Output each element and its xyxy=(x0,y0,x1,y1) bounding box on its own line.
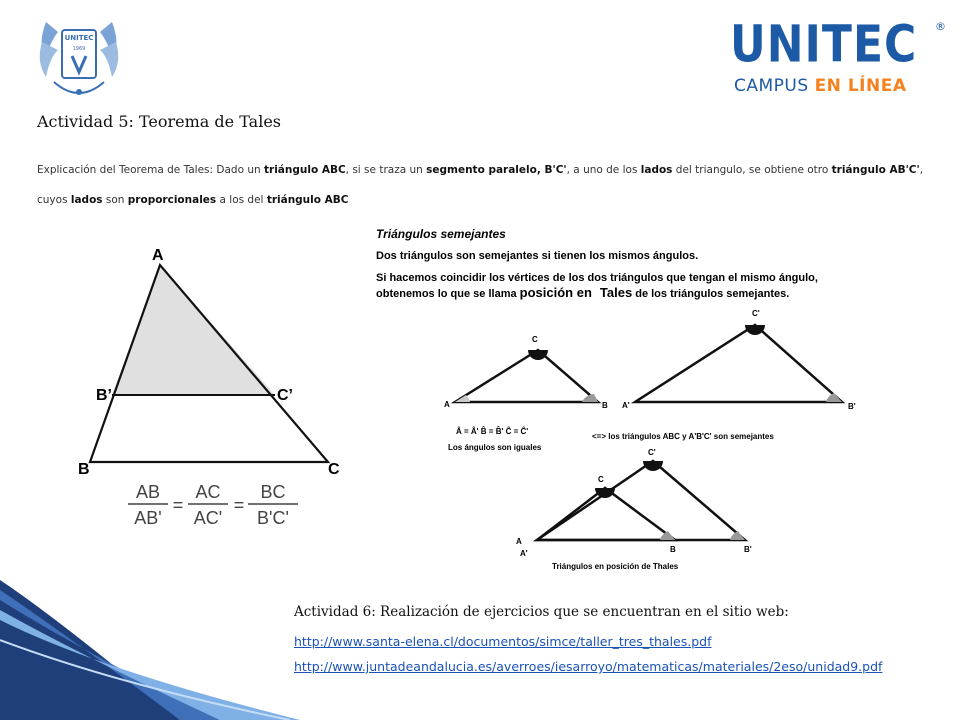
fraction2-denominator: AC' xyxy=(193,508,223,528)
brand-registered-mark: ® xyxy=(935,20,946,33)
thales-c1-label: C' xyxy=(648,448,656,457)
small-c-label: C xyxy=(532,335,538,344)
expl-bold: triángulo ABC xyxy=(266,194,349,206)
small-b-label: B xyxy=(602,401,608,410)
activity6-heading: Actividad 6: Realización de ejercicios que se encuentran en el sitio web: xyxy=(294,604,789,620)
expl-text: , cuyos xyxy=(37,164,924,206)
vertex-b1-label: B’ xyxy=(96,387,112,404)
vertex-c1-label: C’ xyxy=(277,387,293,404)
expl-text: a los del xyxy=(216,194,267,206)
thales-a-label: A xyxy=(516,537,522,546)
equal-angles-caption: Los ángulos son iguales xyxy=(448,443,542,452)
expl-bold: lados xyxy=(640,164,673,176)
similar-definition: Dos triángulos son semejantes si tienen los mismos ángulos. xyxy=(376,250,699,262)
small-triangle xyxy=(455,350,598,402)
fraction3-numerator: BC xyxy=(260,482,286,502)
vertex-a-label: A xyxy=(152,247,164,264)
activity5-title: Actividad 5: Teorema de Tales xyxy=(37,112,281,131)
fraction1-numerator: AB xyxy=(135,482,161,502)
expl-bold: segmento paralelo, B'C' xyxy=(426,164,567,176)
expl-text: , a uno de los xyxy=(566,164,641,176)
brand-word: UNITEC xyxy=(730,15,918,75)
seal-year: 1969 xyxy=(72,46,86,52)
svg-text:obtenemos lo que se llama posi xyxy=(376,285,789,300)
expl-text: son xyxy=(102,194,128,206)
big-b-label: B' xyxy=(848,402,856,411)
explanation-paragraph xyxy=(37,155,927,215)
similar-position-bold: posición en xyxy=(519,285,592,300)
expl-bold: triángulo AB'C' xyxy=(831,164,920,176)
expl-text: , si se traza un xyxy=(345,164,427,176)
expl-text: del triangulo, se obtiene otro xyxy=(672,164,832,176)
fraction1-denominator: AB' xyxy=(134,508,162,528)
unitec-campus-logo xyxy=(730,15,946,98)
decorative-swoosh xyxy=(0,560,300,720)
brand-online: EN LÍNEA xyxy=(814,76,907,96)
angle-equalities: Â = Â' B̂ = B̂' Ĉ = Ĉ' xyxy=(456,427,529,436)
thales-b-label: B xyxy=(670,545,676,554)
brand-subtitle xyxy=(734,76,906,96)
expl-text: Explicación del Teorema de Tales: Dado un xyxy=(37,164,264,176)
similar-line2b-pre: obtenemos lo que se llama xyxy=(376,288,520,300)
link-santa-elena[interactable]: http://www.santa-elena.cl/documentos/simce/taller_tres_thales.pdf xyxy=(294,634,712,649)
equals-sign: = xyxy=(233,495,245,515)
vertex-c-label: C xyxy=(328,461,340,478)
thales-b1-label: B' xyxy=(744,545,752,554)
equals-sign: = xyxy=(172,495,184,515)
fraction2-numerator: AC xyxy=(195,482,221,502)
thales-triangle-figure xyxy=(70,240,360,540)
link-juntadeandalucia[interactable]: http://www.juntadeandalucia.es/averroes/iesarroyo/matematicas/materiales/2eso/unidad9.pdf xyxy=(294,659,883,674)
thales-caption: Triángulos en posición de Thales xyxy=(552,562,679,571)
big-a-label: A' xyxy=(622,401,630,410)
similar-triangles-figure xyxy=(370,222,950,582)
expl-bold: proporcionales xyxy=(127,194,217,206)
small-a-label: A xyxy=(444,400,450,409)
big-triangle xyxy=(635,325,842,402)
similar-line2b-post: de los triángulos semejantes. xyxy=(632,288,790,300)
thales-a1-label: A' xyxy=(520,549,528,558)
vertex-b-label: B xyxy=(78,461,90,478)
similar-tales: Tales xyxy=(599,285,633,300)
brand-campus: CAMPUS xyxy=(734,76,809,96)
seal-name: UNITEC xyxy=(64,34,94,42)
expl-bold: triángulo ABC xyxy=(264,164,346,176)
expl-bold: lados xyxy=(70,194,103,206)
thales-c-label: C xyxy=(598,475,604,484)
similar-line2a: Si hacemos coincidir los vértices de los dos triángulos que tengan el mismo ángulo, xyxy=(376,272,818,284)
unitec-seal-logo xyxy=(36,12,122,102)
fraction3-denominator: B'C' xyxy=(257,508,289,528)
similarity-statement: <=> los triángulos ABC y A'B'C' son semejantes xyxy=(592,432,774,441)
thales-outer-triangle xyxy=(537,461,745,540)
big-c-label: C' xyxy=(752,309,760,318)
similar-heading: Triángulos semejantes xyxy=(376,227,506,241)
